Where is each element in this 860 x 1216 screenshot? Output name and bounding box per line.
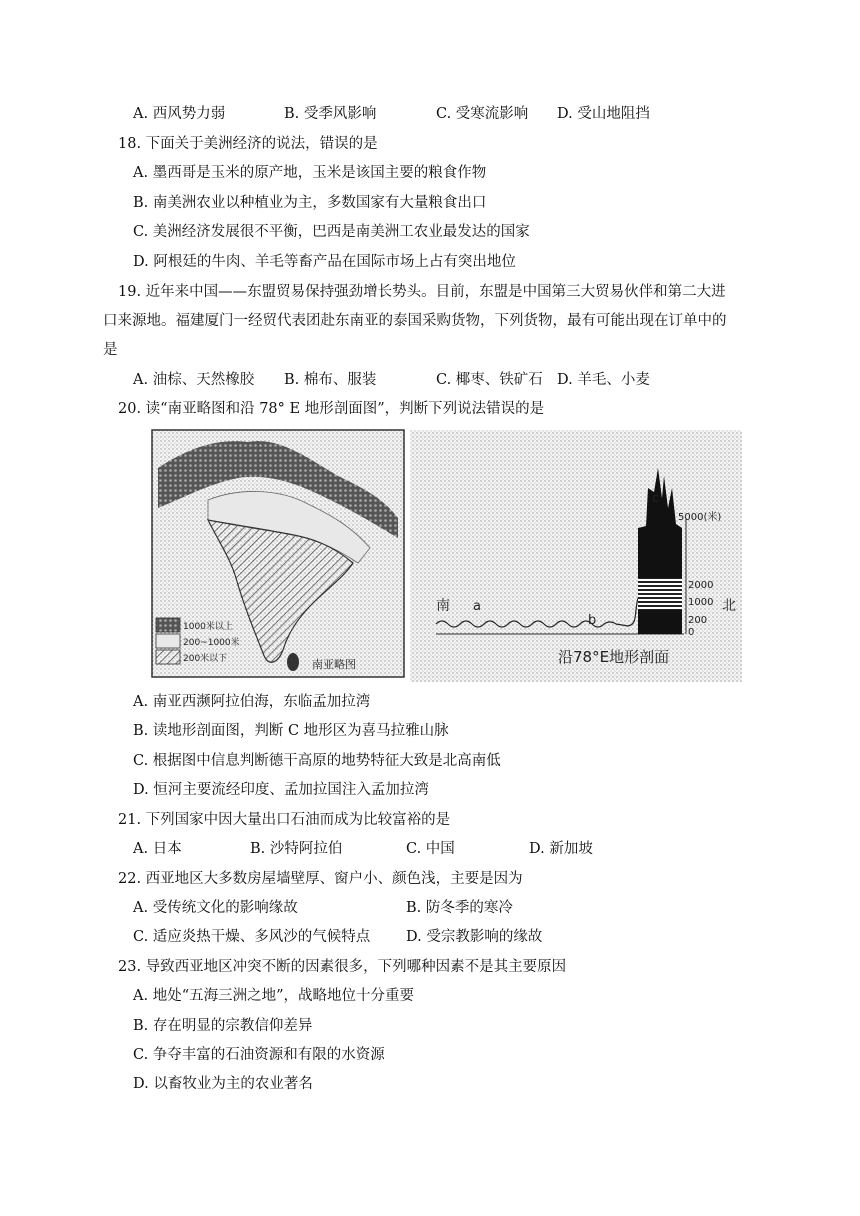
q22-option-a: A. 受传统文化的影响缘故 xyxy=(133,900,298,916)
q18-option-d: D. 阿根廷的牛肉、羊毛等畜产品在国际市场上占有突出地位 xyxy=(133,254,516,270)
q18-option-b: B. 南美洲农业以种植业为主，多数国家有大量粮食出口 xyxy=(133,195,487,211)
q21-option-c: C. 中国 xyxy=(406,841,455,857)
q22-option-b: B. 防冬季的寒冷 xyxy=(406,900,513,916)
q21-stem: 21. 下列国家中因大量出口石油而成为比较富裕的是 xyxy=(118,812,451,828)
q17-option-a: A. 西风势力弱 xyxy=(133,106,226,122)
tick-1000: 1000 xyxy=(688,597,714,608)
legend-label-low: 200米以下 xyxy=(183,654,228,664)
q17-option-c: C. 受寒流影响 xyxy=(436,106,529,122)
q23-option-a: A. 地处“五海三洲之地”，战略地位十分重要 xyxy=(133,988,415,1004)
q18-option-c: C. 美洲经济发展很不平衡，巴西是南美洲工农业最发达的国家 xyxy=(133,224,530,240)
q18-option-a: A. 墨西哥是玉米的原产地，玉米是该国主要的粮食作物 xyxy=(133,165,487,181)
q22-option-d: D. 受宗教影响的缘故 xyxy=(406,929,543,945)
q23-stem: 23. 导致西亚地区冲突不断的因素很多，下列哪种因素不是其主要原因 xyxy=(118,959,567,975)
label-point-b: b xyxy=(588,613,597,628)
tick-2000: 2000 xyxy=(688,580,714,591)
q19-option-d: D. 羊毛、小麦 xyxy=(557,372,650,388)
q21-option-b: B. 沙特阿拉伯 xyxy=(250,841,343,857)
q20-figure xyxy=(148,428,744,684)
map-legend xyxy=(156,618,240,664)
q23-option-b: B. 存在明显的宗教信仰差异 xyxy=(133,1018,313,1034)
island xyxy=(287,653,299,671)
label-point-c: c xyxy=(652,491,659,505)
q21-option-a: A. 日本 xyxy=(133,841,182,857)
label-point-a: a xyxy=(473,599,481,614)
q23-option-c: C. 争夺丰富的石油资源和有限的水资源 xyxy=(133,1047,385,1063)
profile-caption: 沿78°E地形剖面 xyxy=(558,648,670,666)
q19-option-b: B. 棉布、服装 xyxy=(284,372,377,388)
q20-option-a: A. 南亚西濒阿拉伯海，东临孟加拉湾 xyxy=(133,694,371,710)
tick-0: 0 xyxy=(688,627,695,638)
q18-stem: 18. 下面关于美洲经济的说法，错误的是 xyxy=(118,136,378,152)
q19-stem-line-3: 是 xyxy=(103,342,118,358)
q19-stem-line-1: 19. 近年来中国——东盟贸易保持强劲增长势头。目前，东盟是中国第三大贸易伙伴和第二大进 xyxy=(118,284,726,300)
q20-option-d: D. 恒河主要流经印度、孟加拉国注入孟加拉湾 xyxy=(133,782,429,798)
q23-option-d: D. 以畜牧业为主的农业著名 xyxy=(133,1076,313,1092)
label-north: 北 xyxy=(722,598,736,614)
tick-5000: 5000(米) xyxy=(678,512,722,523)
legend-label-mid: 200~1000米 xyxy=(183,638,240,648)
legend-swatch-low xyxy=(156,650,180,664)
legend-swatch-mid xyxy=(156,634,180,648)
profile-frame xyxy=(410,430,742,682)
q22-option-c: C. 适应炎热干燥、多风沙的气候特点 xyxy=(133,929,371,945)
map-caption: 南亚略图 xyxy=(312,658,356,671)
q17-option-d: D. 受山地阻挡 xyxy=(557,106,650,122)
q20-figure-svg xyxy=(148,428,744,684)
q19-option-a: A. 油棕、天然橡胶 xyxy=(133,372,255,388)
q20-stem: 20. 读“南亚略图和沿 78° E 地形剖面图”，判断下列说法错误的是 xyxy=(118,401,545,417)
q20-option-b: B. 读地形剖面图，判断 C 地形区为喜马拉雅山脉 xyxy=(133,723,449,739)
q19-stem-line-2: 口来源地。福建厦门一经贸代表团赴东南亚的泰国采购货物，下列货物，最有可能出现在订单中的 xyxy=(103,313,727,329)
profile-mountain-band xyxy=(638,578,682,610)
legend-swatch-high xyxy=(156,618,180,632)
q20-option-c: C. 根据图中信息判断德干高原的地势特征大致是北高南低 xyxy=(133,753,501,769)
q22-stem: 22. 西亚地区大多数房屋墙壁厚、窗户小、颜色浅，主要是因为 xyxy=(118,871,523,887)
q17-option-b: B. 受季风影响 xyxy=(284,106,377,122)
legend-label-high: 1000米以上 xyxy=(183,622,233,632)
tick-200: 200 xyxy=(688,615,708,626)
q21-option-d: D. 新加坡 xyxy=(529,841,593,857)
q19-option-c: C. 椰枣、铁矿石 xyxy=(436,372,543,388)
label-south: 南 xyxy=(436,598,450,614)
